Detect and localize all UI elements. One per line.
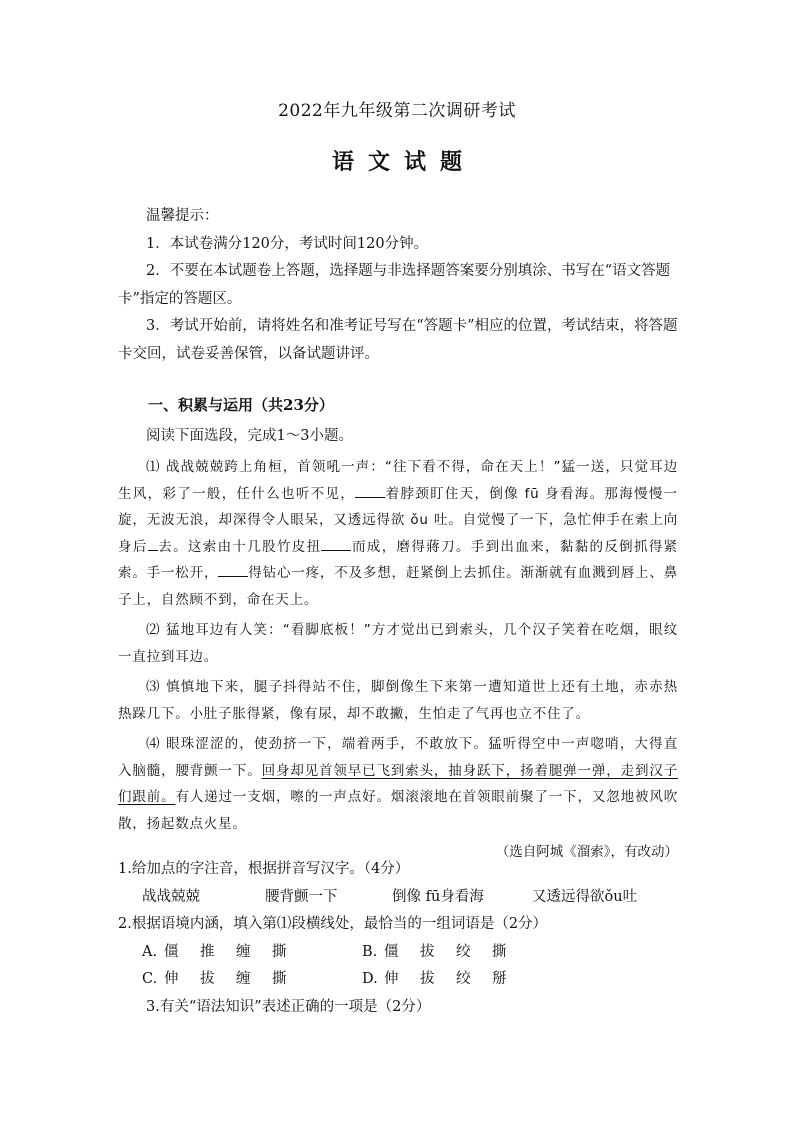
questions-block [118, 856, 718, 1021]
tip-item-3: 3．考试开始前，请将姓名和准考证号写在“答题卡”相应的位置，考试结束，将答题卡交回，试卷妥善保管，以备试题讲评。 [118, 318, 678, 362]
option-c [142, 966, 362, 994]
option-d-word-3: 绞 [456, 971, 471, 987]
passage-paragraph-1 [118, 454, 678, 613]
option-c-word-1: 伸 [164, 971, 179, 987]
para1-text-b: 着脖颈盯住天，倒像 fū 身看海。那海慢慢一旋，无波无浪，却深得令人眼呆，又透远得欲 ǒu 吐。自觉慢了一下，急忙伸手在索上向身后 [118, 485, 678, 555]
para1-text-c: 去。这索由十几股竹皮扭 [157, 538, 322, 555]
option-b [362, 939, 582, 967]
para1-text-d: 而成，磨得蔣刀。手到出血来，黏黏的反倒抓得紧索。手一松开， [118, 538, 678, 581]
option-a-word-3: 缠 [236, 943, 251, 960]
option-d-word-4: 掰 [492, 971, 507, 987]
option-a-word-4: 撕 [272, 943, 287, 960]
question-2-options-row-1 [118, 939, 718, 967]
fill-blank-4 [218, 562, 248, 577]
passage-source: （选自阿城《溜索》，有改动） [495, 844, 678, 860]
option-a-label: A. [142, 943, 158, 960]
option-a-word-2: 推 [200, 943, 215, 960]
option-b-word-2: 拔 [420, 943, 435, 960]
fill-blank-2 [148, 536, 158, 551]
q1-word-3: 倒像 fū身看海 [392, 888, 484, 905]
tip-item-1: 1．本试卷满分120分，考试时间120分钟。 [146, 235, 429, 252]
section-title: 一、积累与运用（共23分） [148, 396, 334, 414]
q1-word-1: 战战兢兢 [142, 888, 200, 905]
option-c-label: C. [142, 971, 158, 987]
option-b-word-3: 绞 [456, 943, 471, 960]
option-d [362, 966, 582, 994]
option-a [142, 939, 362, 967]
passage-paragraph-3: ⑶ 慎慎地下来，腿子抖得站不住，脚倒像生下来第一遭知道世上还有土地，赤赤热热跺几下。小肚子胀得紧，像有尿，却不敢撇，生怕走了气再也立不住了。 [118, 679, 678, 722]
para4-text-a: ⑷ 眼珠涩涩的，使劲挤一下，端着两手，不敢放下。猛听得空中一声唿哨，大得直入脑髓，腰背颤一下。 [118, 736, 678, 779]
option-c-word-3: 缠 [236, 971, 251, 987]
option-c-word-2: 拔 [200, 971, 215, 987]
para4-underlined-sentence: 回身却见首领早已飞到索头，抽身跃下，扬着腿弹一弹，走到汉子们跟前。 [118, 762, 679, 805]
para1-text-e: 得钻心一疼，不及多想，赶紧倒上去抓住。渐渐就有血溅到唇上、鼻子上，自然顾不到，命在天上。 [118, 565, 679, 608]
fill-blank-3 [321, 536, 351, 551]
subject-title: 语文试题 [331, 149, 476, 175]
tip-item-2: 2．不要在本试题卷上答题，选择题与非选择题答案要分别填涂、书写在“语文答题卡”指定的答题区。 [118, 263, 671, 307]
tips-lead: 温馨提示： [146, 208, 219, 224]
reading-block [118, 423, 678, 865]
q1-word-4: 又透远得欲ǒu吐 [532, 888, 638, 905]
option-b-label: B. [362, 943, 378, 960]
option-b-word-1: 僵 [384, 943, 399, 960]
para1-text-a: ⑴ 战战兢兢跨上角桓，首领吼一声：“往下看不得，命在天上！”猛一送，只觉耳边生风，彩了一般，任什么也听不见， [118, 459, 678, 502]
question-1: 1.给加点的字注音，根据拼音写汉字。（4分） [118, 861, 410, 877]
question-3: 3.有关“语法知识”表述正确的一项是（2分） [146, 998, 431, 1015]
reading-instruction: 阅读下面选段，完成1～3小题。 [146, 428, 353, 444]
para4-text-b: 有人递过一支烟，嚓的一声点好。烟滚滚地在首领眼前聚了一下，又忽地被风吹散，扬起数点火星。 [118, 789, 679, 832]
passage-paragraph-2: ⑵ 猛地耳边有人笑：“看脚底板！”方才觉出已到索头，几个汉子笑着在吃烟，眼纹一直拉到耳边。 [118, 622, 678, 665]
option-d-label: D. [362, 971, 378, 987]
fill-blank-1 [355, 483, 385, 498]
option-d-word-2: 拔 [420, 971, 435, 987]
option-d-word-1: 伸 [384, 971, 399, 987]
passage-paragraph-4 [118, 731, 678, 837]
q1-word-2: 腰背颤一下 [265, 888, 338, 905]
option-a-word-1: 僵 [164, 943, 179, 960]
question-1-words [118, 884, 718, 912]
exam-title: 2022年九年级第二次调研考试 [278, 101, 516, 121]
passage [118, 454, 678, 837]
option-c-word-4: 撕 [272, 971, 287, 987]
tips-block [118, 203, 678, 368]
question-2-options-row-2 [118, 966, 718, 994]
question-2: 2.根据语境内涵，填入第⑴段横线处，最恰当的一组词语是（2分） [118, 916, 548, 932]
option-b-word-4: 撕 [492, 943, 507, 960]
